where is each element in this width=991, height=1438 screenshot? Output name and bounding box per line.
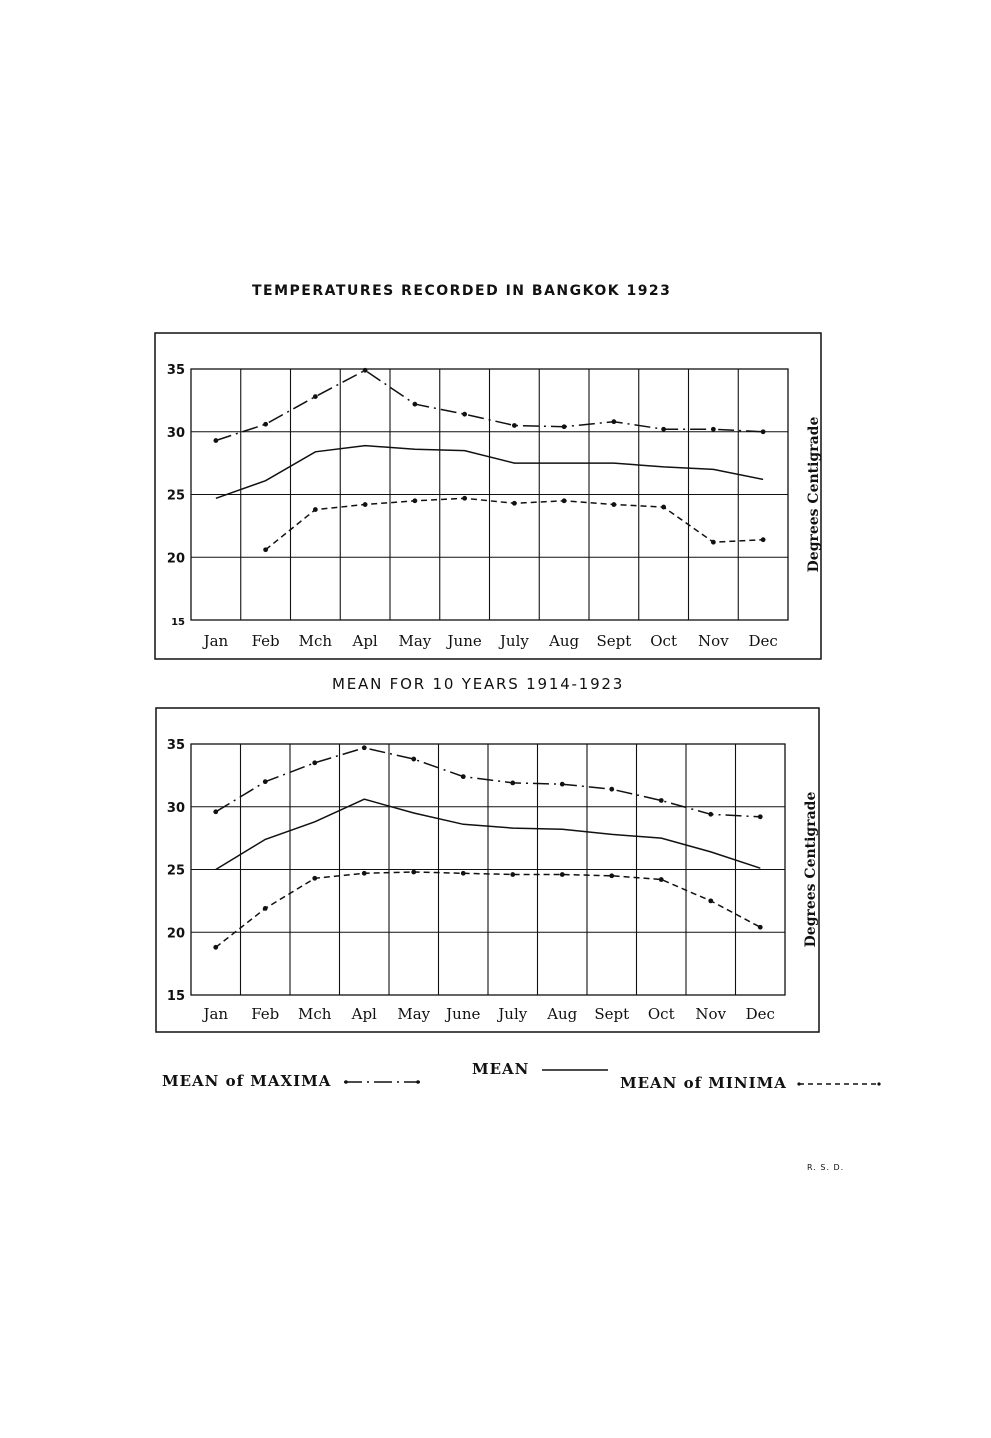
data-point-dash-dot [512, 423, 517, 428]
x-tick-label: June [447, 632, 482, 650]
legend-minima-line [797, 1079, 881, 1089]
x-tick-label: Mch [298, 1005, 332, 1023]
y-axis-label: Degrees Centigrade [806, 416, 822, 573]
x-tick-label: Oct [650, 632, 677, 650]
y-tick-label: 15 [166, 989, 185, 1004]
legend-maxima [162, 1072, 422, 1090]
y-tick-label: 20 [166, 926, 185, 942]
chart-1-svg [154, 332, 822, 660]
data-point-dashed [711, 540, 716, 545]
y-tick-label: 20 [166, 551, 185, 567]
x-tick-label: Jan [203, 1005, 229, 1023]
legend-mean [472, 1060, 610, 1078]
data-point-dash-dot [363, 368, 368, 373]
legend-mean-line [540, 1065, 610, 1075]
x-tick-label: Dec [745, 1005, 775, 1023]
y-tick-label: 30 [166, 800, 185, 816]
x-tick-label: Dec [748, 632, 778, 650]
data-point-dashed [313, 507, 318, 512]
data-point-dash-dot [213, 438, 218, 443]
chart-frame [155, 333, 821, 659]
x-tick-label: Feb [251, 632, 280, 650]
data-point-dash-dot [412, 402, 417, 407]
data-point-dash-dot [661, 427, 666, 432]
data-point-dash-dot [263, 422, 268, 427]
data-point-dashed [263, 906, 268, 911]
data-point-dashed [659, 877, 664, 882]
data-point-dashed [461, 871, 466, 876]
data-point-dashed [312, 876, 317, 881]
data-point-dash-dot [609, 787, 614, 792]
y-tick-label: 30 [166, 425, 185, 441]
x-tick-label: Apl [352, 632, 378, 650]
data-point-dash-dot [510, 781, 515, 786]
data-point-dash-dot [659, 798, 664, 803]
signature: R. S. D. [807, 1163, 845, 1172]
data-point-dashed [758, 925, 763, 930]
data-point-dashed [708, 898, 713, 903]
x-tick-label: Jan [203, 632, 229, 650]
data-point-dash-dot [362, 745, 367, 750]
x-tick-label: May [398, 632, 432, 650]
x-tick-label: Apl [351, 1005, 377, 1023]
data-point-dashed [412, 498, 417, 503]
data-point-dashed [512, 501, 517, 506]
data-point-dashed [611, 502, 616, 507]
x-tick-label: Oct [647, 1005, 675, 1023]
x-tick-label: Feb [251, 1005, 280, 1023]
y-tick-label: 35 [166, 363, 185, 378]
data-point-dash-dot [312, 760, 317, 765]
x-tick-label: Aug [547, 1005, 578, 1023]
x-tick-label: July [499, 632, 529, 650]
data-point-dash-dot [562, 424, 567, 429]
data-point-dashed [462, 496, 467, 501]
y-tick-label: 15 [171, 617, 185, 628]
data-point-dashed [362, 871, 367, 876]
data-point-dash-dot [711, 427, 716, 432]
x-tick-label: July [498, 1005, 528, 1023]
data-point-dash-dot [611, 419, 616, 424]
x-tick-label: Nov [698, 632, 729, 650]
x-tick-label: Nov [695, 1005, 727, 1023]
legend-minima-label: MEAN of MINIMA [620, 1074, 787, 1092]
data-point-dash-dot [263, 779, 268, 784]
data-point-dash-dot [758, 814, 763, 819]
data-point-dash-dot [411, 757, 416, 762]
data-point-dash-dot [560, 782, 565, 787]
legend-maxima-label: MEAN of MAXIMA [162, 1072, 332, 1090]
data-point-dashed [609, 873, 614, 878]
x-tick-label: June [446, 1005, 481, 1023]
chart-1 [154, 332, 822, 660]
data-point-dash-dot [462, 412, 467, 417]
data-point-dash-dot [213, 809, 218, 814]
data-point-dashed [263, 547, 268, 552]
data-point-dashed [363, 502, 368, 507]
data-point-dash-dot [761, 429, 766, 434]
x-tick-label: Sept [594, 1005, 630, 1023]
legend-maxima-line [342, 1077, 422, 1087]
x-tick-label: Aug [549, 632, 580, 650]
y-tick-label: 25 [166, 863, 185, 879]
chart-2-svg [155, 707, 820, 1033]
data-point-dashed [661, 505, 666, 510]
legend-minima [620, 1074, 881, 1092]
data-point-dashed [560, 872, 565, 877]
data-point-dash-dot [461, 774, 466, 779]
chart-1-title: TEMPERATURES RECORDED IN BANGKOK 1923 [252, 283, 672, 299]
x-tick-label: Mch [298, 632, 333, 650]
x-tick-label: Sept [596, 632, 632, 650]
x-tick-label: May [397, 1005, 431, 1023]
data-point-dashed [213, 945, 218, 950]
data-point-dashed [411, 870, 416, 875]
chart-2-title: MEAN FOR 10 YEARS 1914-1923 [332, 675, 625, 693]
data-point-dashed [510, 872, 515, 877]
y-tick-label: 25 [166, 488, 185, 504]
data-point-dashed [562, 498, 567, 503]
data-point-dash-dot [313, 394, 318, 399]
legend-mean-label: MEAN [472, 1060, 530, 1078]
data-point-dash-dot [708, 812, 713, 817]
y-axis-label: Degrees Centigrade [803, 791, 819, 948]
chart-2 [155, 707, 820, 1033]
data-point-dashed [761, 537, 766, 542]
y-tick-label: 35 [166, 738, 185, 753]
